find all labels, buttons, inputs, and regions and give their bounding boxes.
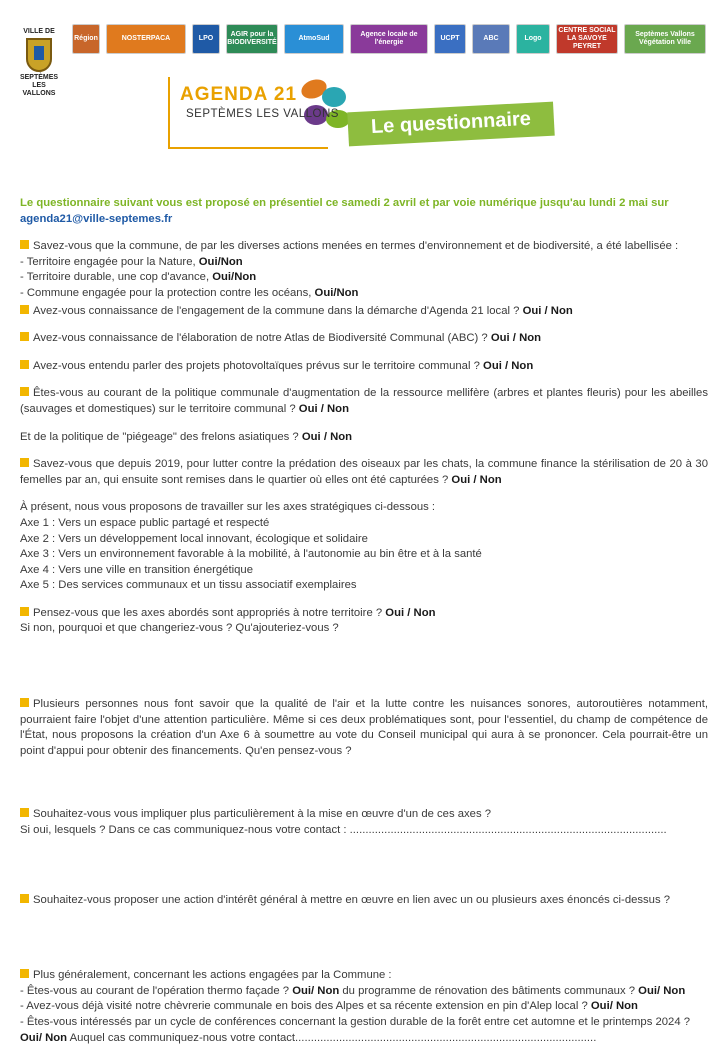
crest-bottom-text-2: LES VALLONS bbox=[22, 82, 56, 97]
question-action: Souhaitez-vous proposer une action d'intérêt général à mettre en œuvre en lien avec un ou plusieurs axes énoncés ci-dessus ? bbox=[20, 893, 708, 909]
axes-list bbox=[20, 500, 708, 594]
crest-shield-icon bbox=[26, 38, 52, 72]
axes-intro: À présent, nous vous proposons de travailler sur les axes stratégiques ci-dessous : bbox=[20, 501, 436, 514]
question-actions-commune: Plus généralement, concernant les actions engagées par la Commune : - Êtes-vous au courant de l'opération thermo façade ? Oui/ Non du programme de rénovation des bâtiments communaux ? Oui/ Non - Avez-vous déjà visité notre chèvrerie communale en bois des Alpes et sa récente extension en pin d'Alep local ? Oui/ Non - Êtes-vous intéressés par un cycle de conférences concernant la gestion durable de la forêt entre cet automne et le printemps 2024 ? Oui/ Non Auquel cas communiquez-nous votre contact................................................................................................ bbox=[20, 969, 691, 1044]
answer-oui-non[interactable]: Oui/ Non bbox=[20, 1031, 68, 1044]
contact-field-line[interactable]: Auquel cas communiquez-nous votre contact................................................................................................ bbox=[67, 1031, 597, 1044]
axe-item: Axe 2 : Vers un développement local innovant, écologique et solidaire bbox=[20, 532, 368, 545]
intro-paragraph bbox=[20, 196, 708, 227]
question-chats: Savez-vous que depuis 2019, pour lutter contre la prédation des oiseaux par les chats, la commune finance la stérilisation de 20 à 30 femelles par an, qui ensuite sont remises dans le quartier où elles ont été capturées ? Oui / Non bbox=[20, 458, 708, 486]
axe-item: Axe 1 : Vers un espace public partagé et respecté bbox=[20, 516, 270, 529]
question-mellifere: Êtes-vous au courant de la politique communale d'augmentation de la ressource mellifère (arbres et plantes fleuris) pour les abeilles (sauvages et domestiques) sur le territoire communal ? Oui / Non bbox=[20, 387, 708, 415]
agenda-title: AGENDA 21 bbox=[180, 84, 298, 105]
answer-oui-non[interactable]: Oui / Non bbox=[522, 304, 573, 317]
question-abc: Avez-vous connaissance de l'élaboration de notre Atlas de Biodiversité Communal (ABC) ? Oui / Non bbox=[20, 331, 708, 347]
partner-logo: Septèmes Vallons Végétation Ville bbox=[624, 24, 706, 54]
partner-logo: UCPT bbox=[434, 24, 466, 54]
bullet-square-icon bbox=[20, 894, 29, 903]
questionnaire-body bbox=[20, 196, 708, 1046]
partner-logo: Région bbox=[72, 24, 100, 54]
partner-logo: AtmoSud bbox=[284, 24, 344, 54]
answer-oui-non[interactable]: Oui/Non bbox=[314, 286, 359, 299]
agenda-banner bbox=[168, 75, 568, 165]
axe-item: Axe 4 : Vers une ville en transition énergétique bbox=[20, 563, 253, 576]
answer-oui-non[interactable]: Oui/Non bbox=[198, 255, 243, 268]
answer-oui-non[interactable]: Oui / Non bbox=[301, 430, 353, 443]
question-axe6: Plusieurs personnes nous font savoir que la qualité de l'air et la lutte contre les nuisances sonores, autoroutières notamment, pourraient faire l'objet d'une attention particulière. Même si ces deux problématiques sont, pour l'essentiel, du champ de compétence de l'État, nous proposons la création d'un Axe 6 à soumettre au vote du Conseil municipal qui aura à se prononcer. Cela pourrait-être un point d'appui pour obtenir des financements. Qu'en pensez-vous ? bbox=[20, 698, 708, 757]
crest-bottom-text-1: SEPTÈMES bbox=[19, 74, 59, 81]
partner-logo: ABC bbox=[472, 24, 510, 54]
partner-logo: CENTRE SOCIAL LA SAVOYE PEYRET bbox=[556, 24, 618, 54]
question-frelons: Et de la politique de "piégeage" des frelons asiatiques ? Oui / Non bbox=[20, 430, 353, 443]
partner-logo: LPO bbox=[192, 24, 220, 54]
bullet-square-icon bbox=[20, 969, 29, 978]
axe-item: Axe 3 : Vers un environnement favorable à la mobilité, à l'autonomie au bin être et à la santé bbox=[20, 548, 482, 561]
partner-logo: NOSTERPACA bbox=[106, 24, 186, 54]
answer-oui-non[interactable]: Oui / Non bbox=[298, 402, 349, 415]
intro-email-link[interactable]: agenda21@ville-septemes.fr bbox=[20, 212, 173, 225]
answer-oui-non[interactable]: Oui / Non bbox=[490, 332, 542, 345]
bullet-square-icon bbox=[20, 698, 29, 707]
answer-oui-non[interactable]: Oui / Non bbox=[483, 359, 534, 372]
bullet-square-icon bbox=[20, 305, 29, 314]
intro-text: Le questionnaire suivant vous est proposé en présentiel ce samedi 2 avril et par voie numérique jusqu'au lundi 2 mai sur bbox=[20, 197, 669, 209]
bullet-square-icon bbox=[20, 808, 29, 817]
bullet-square-icon bbox=[20, 240, 29, 249]
question-agenda21: Avez-vous connaissance de l'engagement de la commune dans la démarche d'Agenda 21 local ? Oui / Non bbox=[20, 304, 708, 320]
banner-horizontal-rule bbox=[168, 147, 328, 149]
answer-oui-non[interactable]: Oui / Non bbox=[385, 606, 436, 619]
answer-oui-non[interactable]: Oui/ Non bbox=[292, 984, 340, 997]
answer-oui-non[interactable]: Oui / Non bbox=[451, 473, 502, 486]
question-labels: Savez-vous que la commune, de par les diverses actions menées en termes d'environnement et de biodiversité, a été labellisée : - Territoire engagée pour la Nature, Oui/Non - Territoire durable, une cop d'avance, Oui/Non - Commune engagée pour la protection contre les océans, Oui/Non bbox=[20, 240, 679, 299]
axe-item: Axe 5 : Des services communaux et un tissu associatif exemplaires bbox=[20, 579, 357, 592]
crest-top-text: VILLE DE bbox=[23, 28, 55, 35]
town-crest bbox=[18, 28, 60, 98]
contact-field-line[interactable]: Si oui, lesquels ? Dans ce cas communiquez-nous votre contact : ..................................................................................................... bbox=[20, 824, 667, 837]
bullet-square-icon bbox=[20, 387, 29, 396]
bullet-square-icon bbox=[20, 607, 29, 616]
partner-logo: Agence locale de l'énergie bbox=[350, 24, 428, 54]
questionnaire-label: Le questionnaire bbox=[347, 102, 554, 147]
answer-oui-non[interactable]: Oui/ Non bbox=[638, 984, 686, 997]
banner-vertical-rule bbox=[168, 77, 170, 147]
bullet-square-icon bbox=[20, 458, 29, 467]
answer-oui-non[interactable]: Oui/Non bbox=[212, 271, 257, 284]
bullet-square-icon bbox=[20, 360, 29, 369]
question-axes-appropriate: Pensez-vous que les axes abordés sont appropriés à notre territoire ? Oui / Non Si non, pourquoi et que changeriez-vous ? Qu'ajouteriez-vous ? bbox=[20, 606, 436, 635]
question-implication: Souhaitez-vous vous impliquer plus particulièrement à la mise en œuvre d'un de ces axes ? Si oui, lesquels ? Dans ce cas communiquez-nous votre contact : ..................................................................................................... bbox=[20, 808, 667, 837]
question-photovoltaic: Avez-vous entendu parler des projets photovoltaïques prévus sur le territoire communal ? Oui / Non bbox=[20, 359, 708, 375]
answer-oui-non[interactable]: Oui/ Non bbox=[590, 1000, 638, 1013]
partner-logo: AGIR pour la BIODIVERSITÉ bbox=[226, 24, 278, 54]
partner-logo: Logo bbox=[516, 24, 550, 54]
bullet-square-icon bbox=[20, 332, 29, 341]
agenda-subtitle: SEPTÈMES LES VALLONS bbox=[186, 108, 339, 120]
